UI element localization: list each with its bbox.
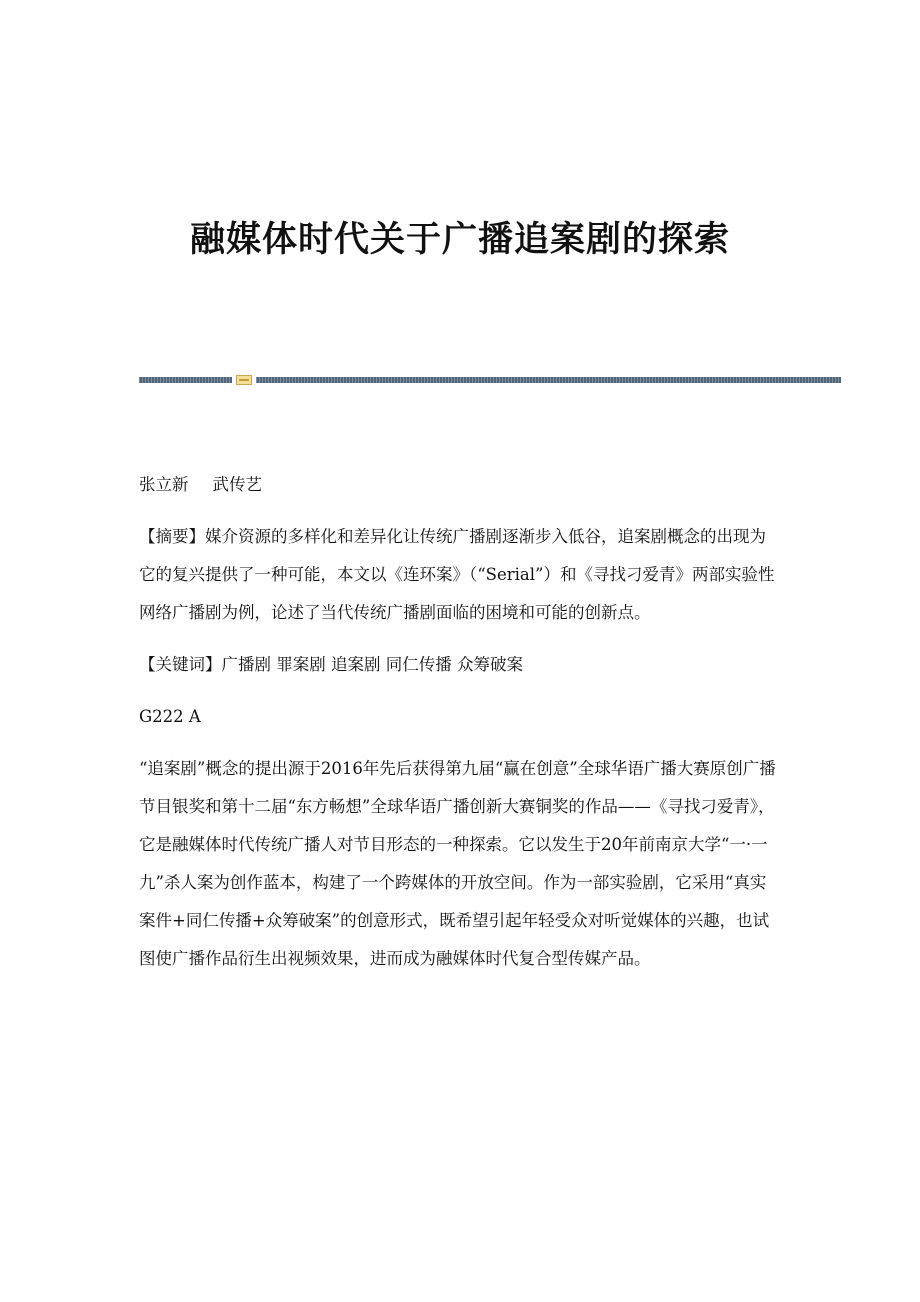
body-paragraph: “追案剧”概念的提出源于2016年先后获得第九届“赢在创意”全球华语广播大赛原创广播节目银奖和第十二届“东方畅想”全球华语广播创新大赛铜奖的作品——《寻找刁爱青》，它是融媒体时代传统广播人对节目形态的一种探索。它以发生于20年前南京大学“一·一九”杀人案为创作蓝本，构建了一个跨媒体的开放空间。作为一部实验剧，它采用“真实案件+同仁传播+众筹破案”的创意形式，既希望引起年轻受众对听觉媒体的兴趣，也试图使广播作品衍生出视频效果，进而成为融媒体时代复合型传媒产品。 <box>139 759 776 968</box>
divider-bar-left <box>139 377 232 383</box>
classification-code: G222 A <box>139 707 201 726</box>
abstract-paragraph <box>139 518 781 632</box>
author-2: 武传艺 <box>212 475 262 494</box>
abstract-text: 媒介资源的多样化和差异化让传统广播剧逐渐步入低谷，追案剧概念的出现为它的复兴提供了一种可能，本文以《连环案》（“Serial”）和《寻找刁爱青》两部实验性网络广播剧为例，论述了当代传统广播剧面临的困境和可能的创新点。 <box>139 527 775 622</box>
keywords-text: 广播剧 罪案剧 追案剧 同仁传播 众筹破案 <box>221 655 523 674</box>
author-1: 张立新 <box>139 475 189 494</box>
document-title: 融媒体时代关于广播追案剧的探索 <box>189 220 730 260</box>
abstract-label: 【摘要】 <box>139 527 205 546</box>
divider-bar-right <box>256 377 841 383</box>
authors-line <box>139 466 781 504</box>
divider-emblem-icon <box>236 375 252 385</box>
keywords-label: 【关键词】 <box>139 655 222 674</box>
keywords-paragraph <box>139 646 781 684</box>
article-content <box>139 466 781 978</box>
title-divider <box>139 375 841 385</box>
